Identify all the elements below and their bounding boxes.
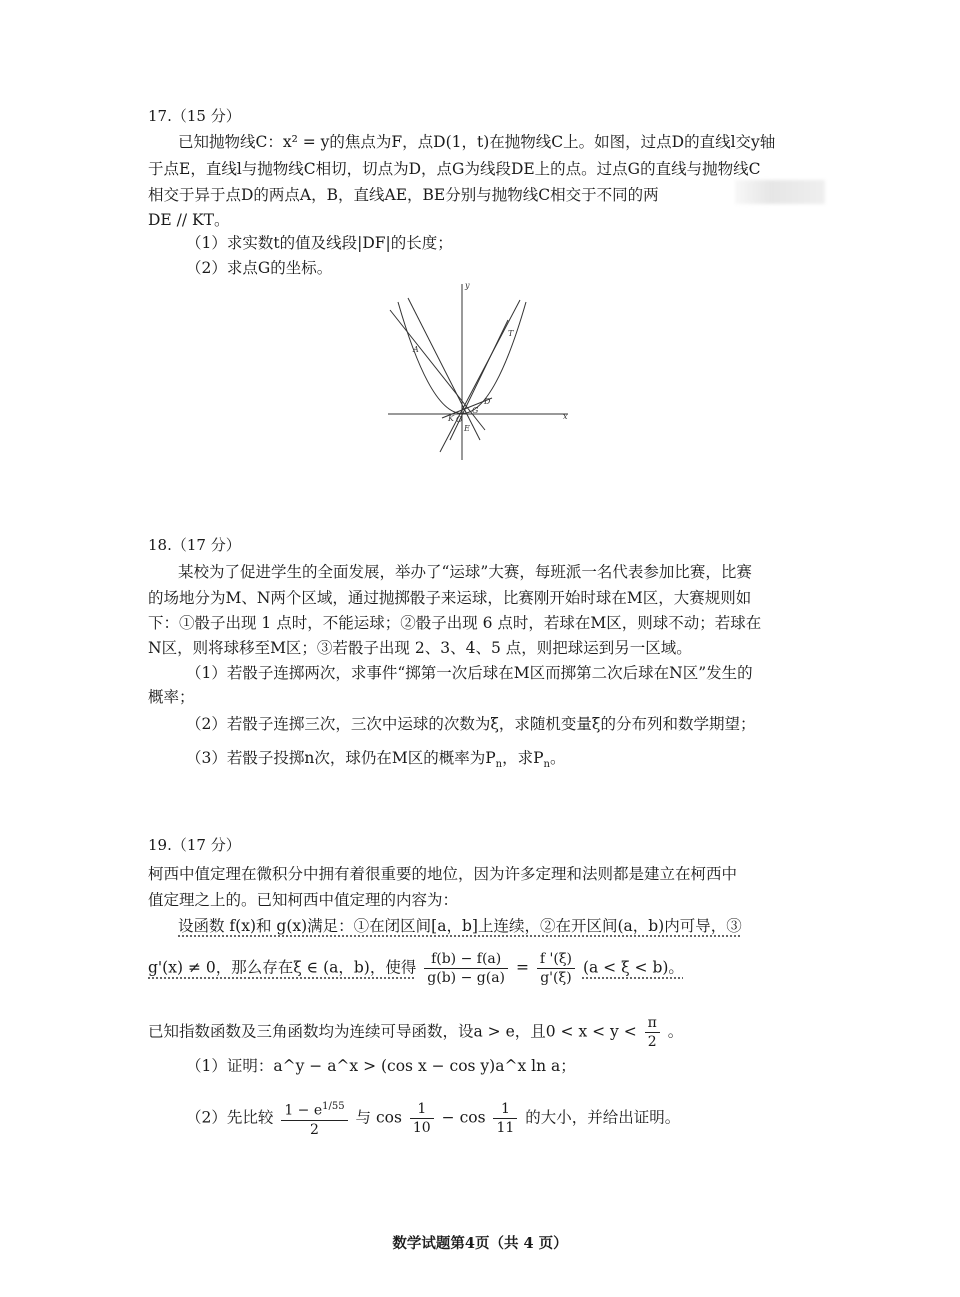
q18-line-2: 的场地分为M、N两个区域，通过抛掷骰子来运球，比赛刚开始时球在M区，大赛规则如 — [148, 589, 752, 607]
q19-heading: 19.（17 分） — [148, 836, 241, 854]
q19-part-2-text-c: − cos — [441, 1108, 486, 1127]
q19-part-2-text-b: 与 cos — [355, 1108, 402, 1127]
fraction-denominator: 2 — [647, 1034, 657, 1050]
q18-part-1b: 概率； — [148, 688, 195, 706]
q18-part-3-text-b: ，求P — [502, 749, 544, 767]
q19-line-2: 值定理之上的。已知柯西中值定理的内容为： — [148, 891, 459, 909]
q19-part-2 — [186, 1098, 680, 1139]
q19-fraction-fg-diff — [424, 950, 508, 987]
q17-line-1: 已知抛物线C：x² = y的焦点为F，点D(1，t)在抛物线C上。如图，过点D的直线l交y轴 — [178, 133, 776, 151]
q19-part-2-text-a: （2）先比较 — [186, 1108, 274, 1127]
fig-label-a: A — [413, 345, 419, 354]
q19-assumption-text: 已知指数函数及三角函数均为连续可导函数，设a > e，且0 < x < y < — [148, 1022, 637, 1041]
q19-theorem-condition: (a < ξ < b)。 — [582, 958, 684, 977]
exp-power: 1/55 — [322, 1101, 345, 1112]
q17-part-1: （1）求实数t的值及线段|DF|的长度； — [186, 234, 453, 252]
q18-heading: 18.（17 分） — [148, 536, 241, 554]
q19-theorem-text: g'(x) ≠ 0，那么存在ξ ∈ (a，b)，使得 — [148, 958, 417, 977]
q17-part-2: （2）求点G的坐标。 — [186, 259, 333, 277]
q19-fraction-pi-half — [645, 1014, 660, 1051]
q17-line-4: DE // KT。 — [148, 211, 230, 229]
fig-label-k: K — [448, 414, 454, 423]
fraction-numerator — [281, 1098, 347, 1121]
fraction-numerator: f '(ξ) — [537, 950, 575, 969]
q19-part-1: （1）证明：a^y − a^x > (cos x − cos y)a^x ln a； — [186, 1057, 576, 1075]
exp-base: 1 − e — [284, 1102, 323, 1119]
fig-label-g: G — [472, 406, 479, 415]
fig-label-t: T — [508, 329, 514, 338]
q18-part-1a: （1）若骰子连掷两次，求事件“掷第一次后球在M区而掷第二次后球在N区”发生的 — [186, 664, 753, 682]
fraction-denominator: 2 — [310, 1121, 319, 1138]
q19-theorem-line-2 — [148, 950, 684, 987]
q18-line-4: N区，则将球移至M区；③若骰子出现 2、3、4、5 点，则把球运到另一区域。 — [148, 639, 692, 657]
tangent-line-l — [440, 300, 520, 452]
q18-part-3-text-c: 。 — [550, 749, 566, 767]
fraction-numerator: π — [645, 1014, 660, 1033]
fig-label-x: x — [563, 412, 568, 421]
q18-part-3-text-a: （3）若骰子投掷n次，球仍在M区的概率为P — [186, 749, 496, 767]
q18-part-3 — [186, 747, 566, 776]
q19-theorem-line-1: 设函数 f(x)和 g(x)满足：①在闭区间[a，b]上连续，②在开区间(a，b)内可导，③ — [178, 917, 742, 935]
blurred-region — [735, 180, 825, 204]
fig-label-y: y — [465, 281, 470, 290]
parabola-figure — [380, 280, 580, 465]
fraction-numerator: f(b) − f(a) — [424, 950, 508, 969]
q19-line-1: 柯西中值定理在微积分中拥有着很重要的地位，因为许多定理和法则都是建立在柯西中 — [148, 865, 738, 883]
line-ab — [408, 298, 480, 440]
q18-line-3: 下：①骰子出现 1 点时，不能运球；②骰子出现 6 点时，若球在M区，则球不动；若球在 — [148, 614, 762, 632]
fraction-numerator: 1 — [493, 1100, 517, 1119]
q18-part-3-sub-2: n — [543, 759, 550, 771]
fraction-denominator: g'(ξ) — [540, 970, 572, 986]
q19-line-5 — [148, 1014, 683, 1051]
page-footer: 数学试题第4页（共 4 页） — [392, 1235, 568, 1252]
q19-fraction-one-eleventh — [493, 1100, 517, 1137]
q19-fraction-exp — [281, 1098, 347, 1139]
q18-part-3-sub-1: n — [495, 759, 503, 771]
q19-assumption-end: 。 — [667, 1022, 684, 1041]
q18-line-1: 某校为了促进学生的全面发展，举办了“运球”大赛，每班派一名代表参加比赛，比赛 — [178, 563, 752, 581]
fig-label-e: E — [464, 424, 470, 433]
q17-heading: 17.（15 分） — [148, 107, 241, 125]
fraction-denominator: g(b) − g(a) — [427, 970, 506, 986]
q19-fraction-one-tenth — [410, 1100, 434, 1137]
fig-label-o: O — [456, 415, 463, 424]
equals-sign: = — [515, 958, 529, 977]
fig-label-d: D — [484, 397, 491, 406]
fraction-denominator: 10 — [412, 1119, 431, 1136]
fraction-denominator: 11 — [496, 1119, 515, 1136]
q19-part-2-text-d: 的大小，并给出证明。 — [525, 1108, 681, 1127]
q17-line-2: 于点E，直线l与抛物线C相切，切点为D，点G为线段DE上的点。过点G的直线与抛物线C — [148, 160, 761, 178]
q18-part-2: （2）若骰子连掷三次，三次中运球的次数为ξ，求随机变量ξ的分布列和数学期望； — [186, 715, 756, 733]
line-ae — [390, 310, 485, 430]
q17-line-3: 相交于异于点D的两点A，B，直线AE，BE分别与抛物线C相交于不同的两 — [148, 186, 659, 204]
fraction-numerator: 1 — [410, 1100, 434, 1119]
q19-fraction-derivative — [537, 950, 575, 987]
